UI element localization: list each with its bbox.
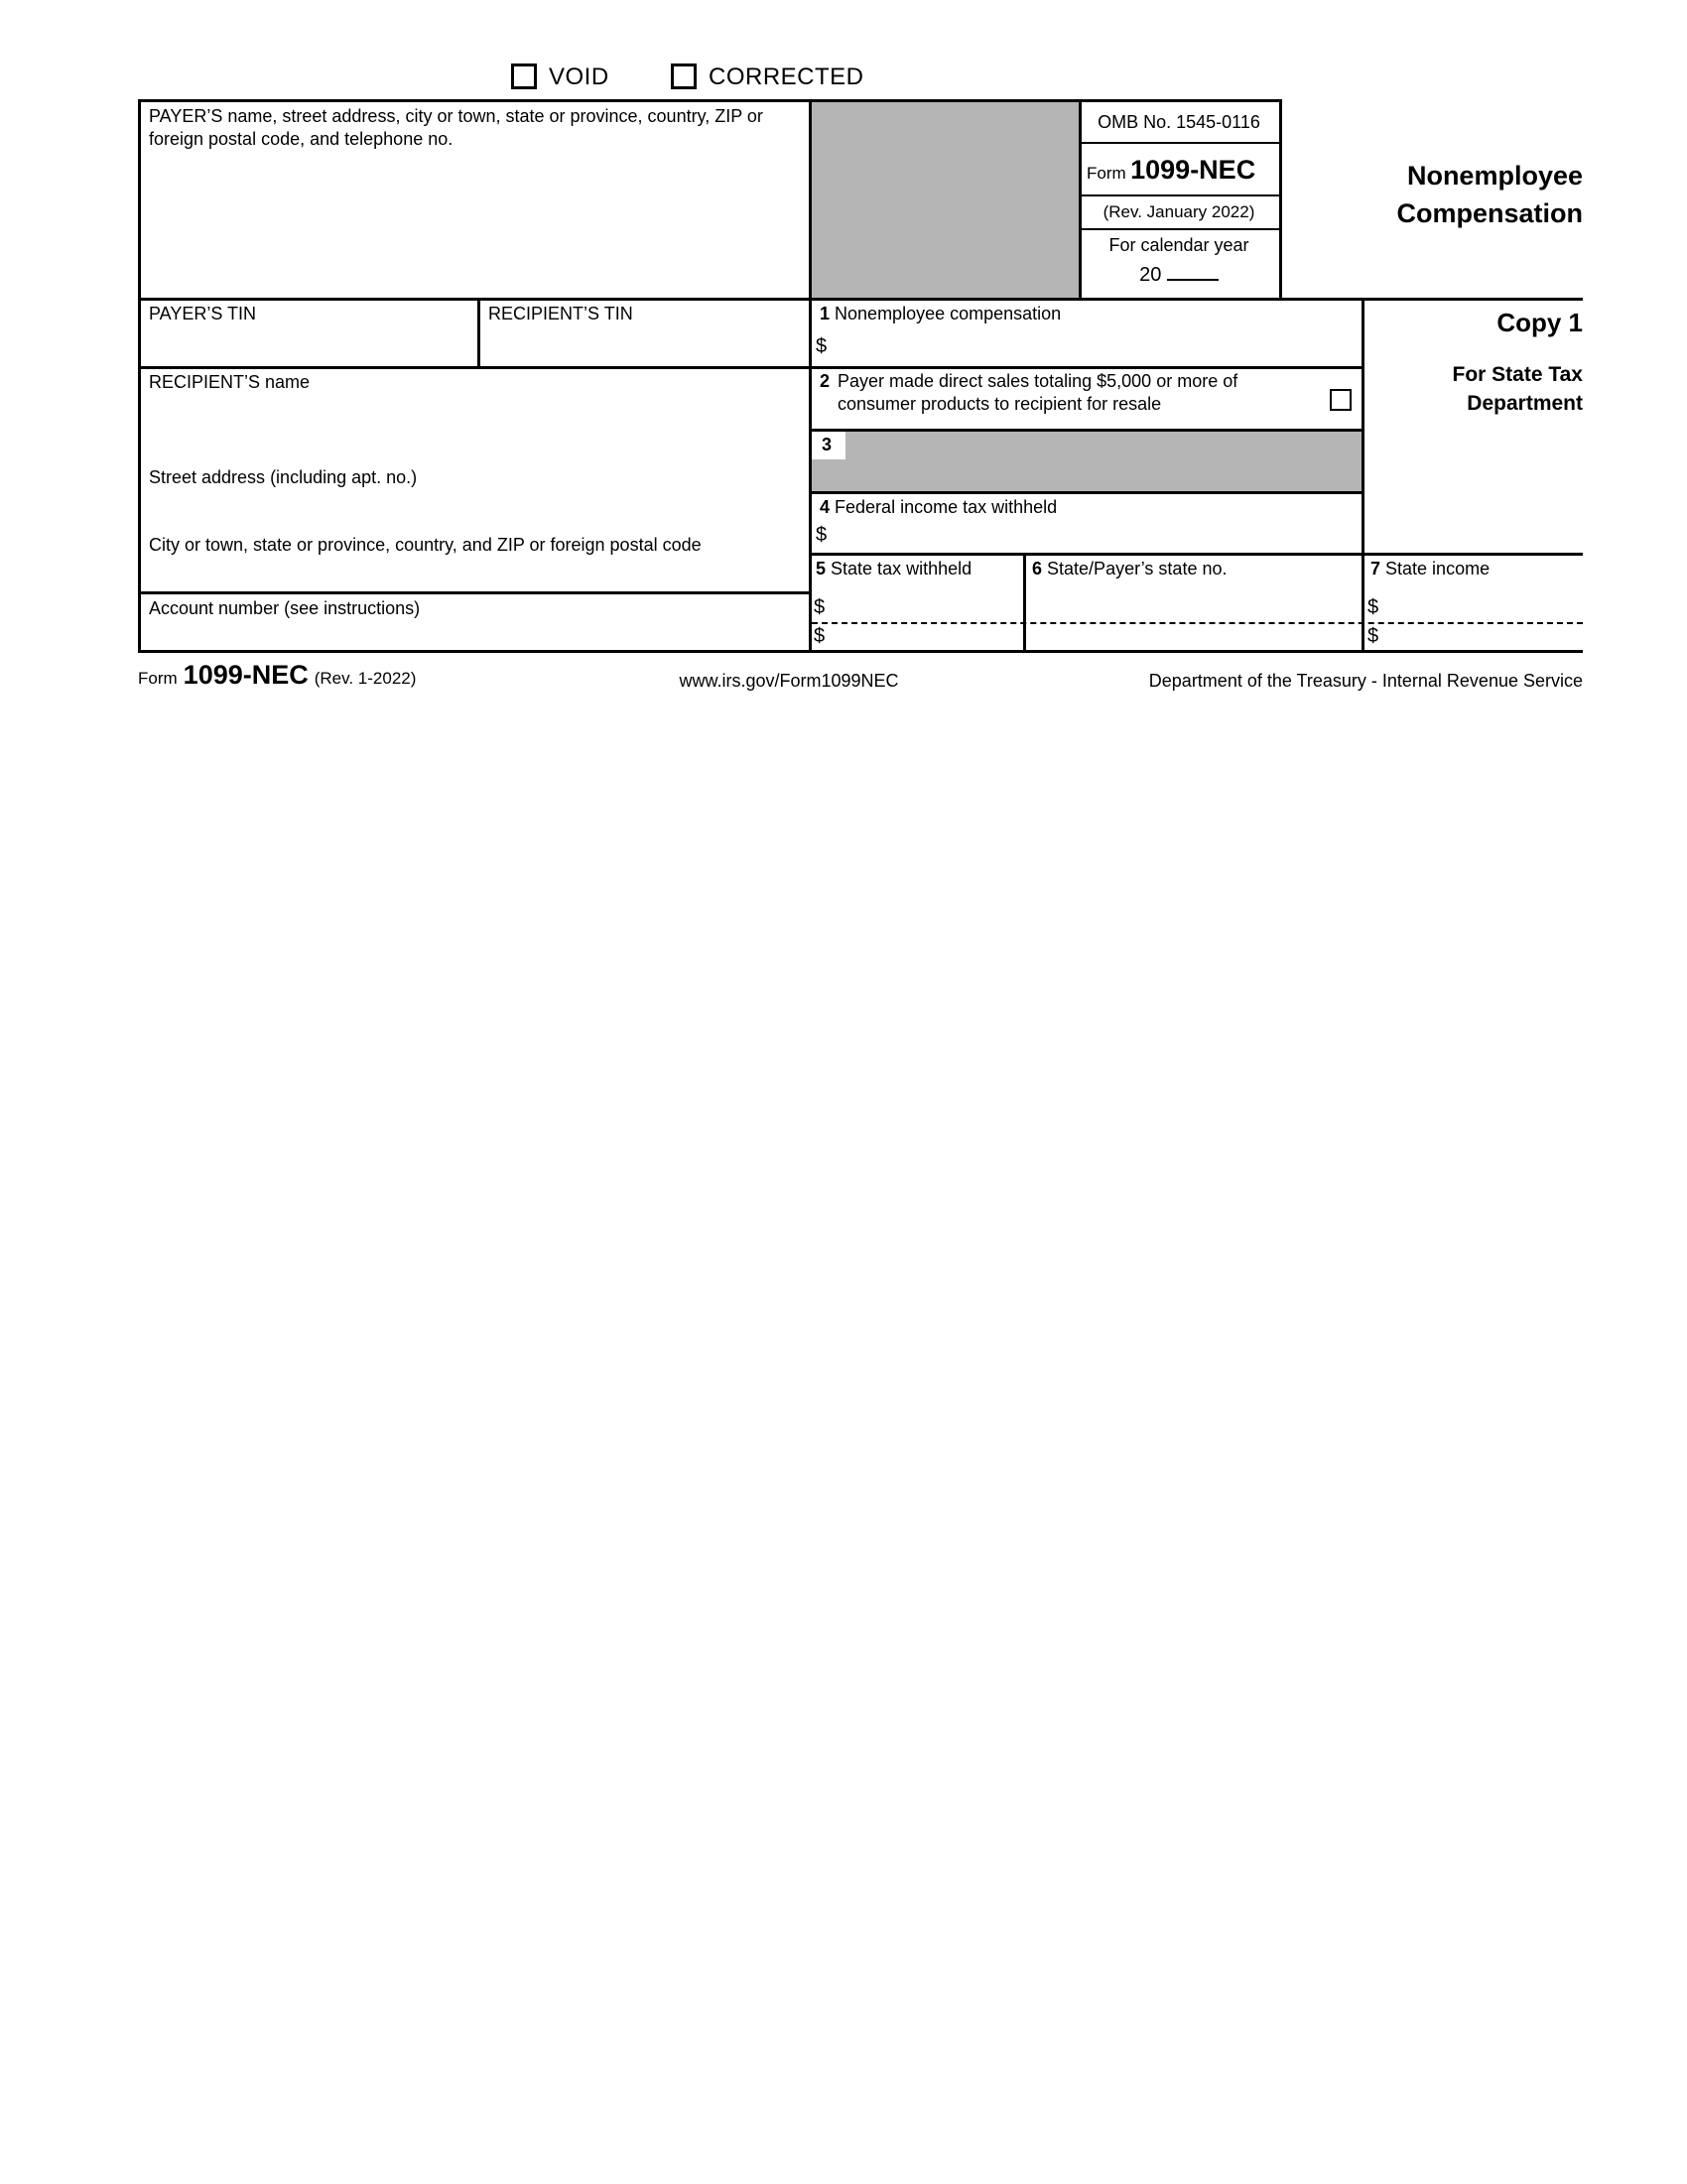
form-title-line1: Nonemployee xyxy=(1406,161,1583,191)
payer-info-field[interactable] xyxy=(141,149,806,296)
payer-info-label: PAYER’S name, street address, city or town, state or province, country, ZIP or foreign postal code, and telephone no. xyxy=(149,106,763,149)
border-line xyxy=(477,298,480,366)
box2-number: 2 xyxy=(820,371,831,391)
recipients-tin-field[interactable] xyxy=(482,325,806,364)
box5-amount-field-2[interactable] xyxy=(836,625,1019,648)
box4-number: 4 xyxy=(820,497,831,517)
box6-number: 6 xyxy=(1032,559,1043,578)
border-line xyxy=(809,553,1583,556)
street-address-field[interactable] xyxy=(141,490,806,532)
city-state-zip-label: City or town, state or province, country, and ZIP or foreign postal code xyxy=(149,535,702,555)
border-line xyxy=(1079,228,1279,230)
calendar-year-blank xyxy=(1167,259,1219,281)
revision-label: (Rev. January 2022) xyxy=(1103,202,1255,221)
box7-number: 7 xyxy=(1370,559,1381,578)
form-title xyxy=(1290,157,1583,232)
city-state-zip-field[interactable] xyxy=(141,558,806,589)
payers-tin-label: PAYER’S TIN xyxy=(149,304,257,323)
box7-dollar-sign-1: $ xyxy=(1367,596,1379,618)
box1-text: Nonemployee compensation xyxy=(835,304,1062,323)
box1-number: 1 xyxy=(820,304,831,323)
street-address-label: Street address (including apt. no.) xyxy=(149,467,418,487)
border-line xyxy=(138,366,1362,369)
box7-text: State income xyxy=(1385,559,1491,578)
shaded-header-area xyxy=(812,102,1079,298)
box1-label xyxy=(820,303,1061,325)
footer-form-number: 1099-NEC xyxy=(183,660,309,690)
border-line xyxy=(1362,298,1364,653)
recipients-tin-label: RECIPIENT’S TIN xyxy=(488,304,633,323)
box5-text: State tax withheld xyxy=(831,559,973,578)
box2-text: Payer made direct sales totaling $5,000 or more of consumer products to recipient for resale xyxy=(838,371,1238,414)
calendar-year-label: For calendar year xyxy=(1108,235,1249,255)
copy-for-line2: Department xyxy=(1467,392,1583,415)
box5-label xyxy=(816,558,972,580)
form-number-block xyxy=(1087,155,1275,186)
box5-dollar-sign-1: $ xyxy=(814,596,826,618)
omb-number: OMB No. 1545-0116 xyxy=(1098,112,1260,132)
copy-label: Copy 1 xyxy=(1496,308,1583,337)
corrected-label: CORRECTED xyxy=(709,64,864,90)
box1-dollar-sign: $ xyxy=(816,335,828,357)
footer-department-label: Department of the Treasury - Internal Revenue Service xyxy=(1148,671,1583,691)
border-line xyxy=(138,650,1583,653)
footer-revision: (Rev. 1-2022) xyxy=(314,669,417,688)
box7-label xyxy=(1370,558,1490,580)
form-word: Form xyxy=(1087,164,1126,183)
border-line xyxy=(809,491,1362,494)
box7-dollar-sign-2: $ xyxy=(1367,625,1379,647)
border-line xyxy=(809,99,812,653)
box7-amount-field-2[interactable] xyxy=(1386,625,1580,648)
account-number-field[interactable] xyxy=(141,620,806,648)
account-number-label: Account number (see instructions) xyxy=(149,598,421,618)
border-line xyxy=(138,99,1279,102)
form-title-line2: Compensation xyxy=(1396,198,1583,228)
border-line xyxy=(809,429,1362,432)
box2-label xyxy=(820,370,1306,416)
box4-text: Federal income tax withheld xyxy=(835,497,1058,517)
calendar-year-value xyxy=(1082,259,1276,287)
footer-form-word: Form xyxy=(138,669,178,688)
amount-divider-dashed xyxy=(812,622,1583,624)
copy-for-line1: For State Tax xyxy=(1452,363,1583,386)
copy-for-label xyxy=(1374,360,1583,418)
irs-url-link[interactable]: www.irs.gov/Form1099NEC xyxy=(679,671,899,691)
box7-amount-field-1[interactable] xyxy=(1386,593,1580,620)
calendar-year-prefix: 20 xyxy=(1139,264,1162,286)
box5-dollar-sign-2: $ xyxy=(814,625,826,647)
box5-number: 5 xyxy=(816,559,827,578)
payers-tin-field[interactable] xyxy=(141,325,474,364)
box6-state-no-field[interactable] xyxy=(1028,578,1358,620)
box4-dollar-sign: $ xyxy=(816,524,828,546)
box3-number: 3 xyxy=(822,435,833,454)
border-line xyxy=(1023,553,1026,650)
corrected-checkbox[interactable] xyxy=(671,64,697,89)
shaded-box3-area xyxy=(812,432,1362,491)
void-checkbox[interactable] xyxy=(511,64,537,89)
box5-amount-field-1[interactable] xyxy=(836,593,1019,620)
void-label: VOID xyxy=(549,64,609,90)
box6-text: State/Payer’s state no. xyxy=(1047,559,1228,578)
box4-label xyxy=(820,496,1057,519)
border-line xyxy=(138,298,1583,301)
box1-amount-field[interactable] xyxy=(839,327,1355,364)
border-line xyxy=(1079,194,1279,196)
box6-label xyxy=(1032,558,1227,580)
footer-form-id xyxy=(138,660,416,691)
border-line xyxy=(1279,99,1282,298)
recipients-name-field[interactable] xyxy=(141,395,806,462)
border-line xyxy=(1079,142,1279,144)
box2-checkbox[interactable] xyxy=(1330,389,1352,411)
recipients-name-label: RECIPIENT’S name xyxy=(149,372,311,392)
box4-amount-field[interactable] xyxy=(839,521,1355,551)
form-number: 1099-NEC xyxy=(1130,155,1256,185)
border-line xyxy=(138,591,809,594)
